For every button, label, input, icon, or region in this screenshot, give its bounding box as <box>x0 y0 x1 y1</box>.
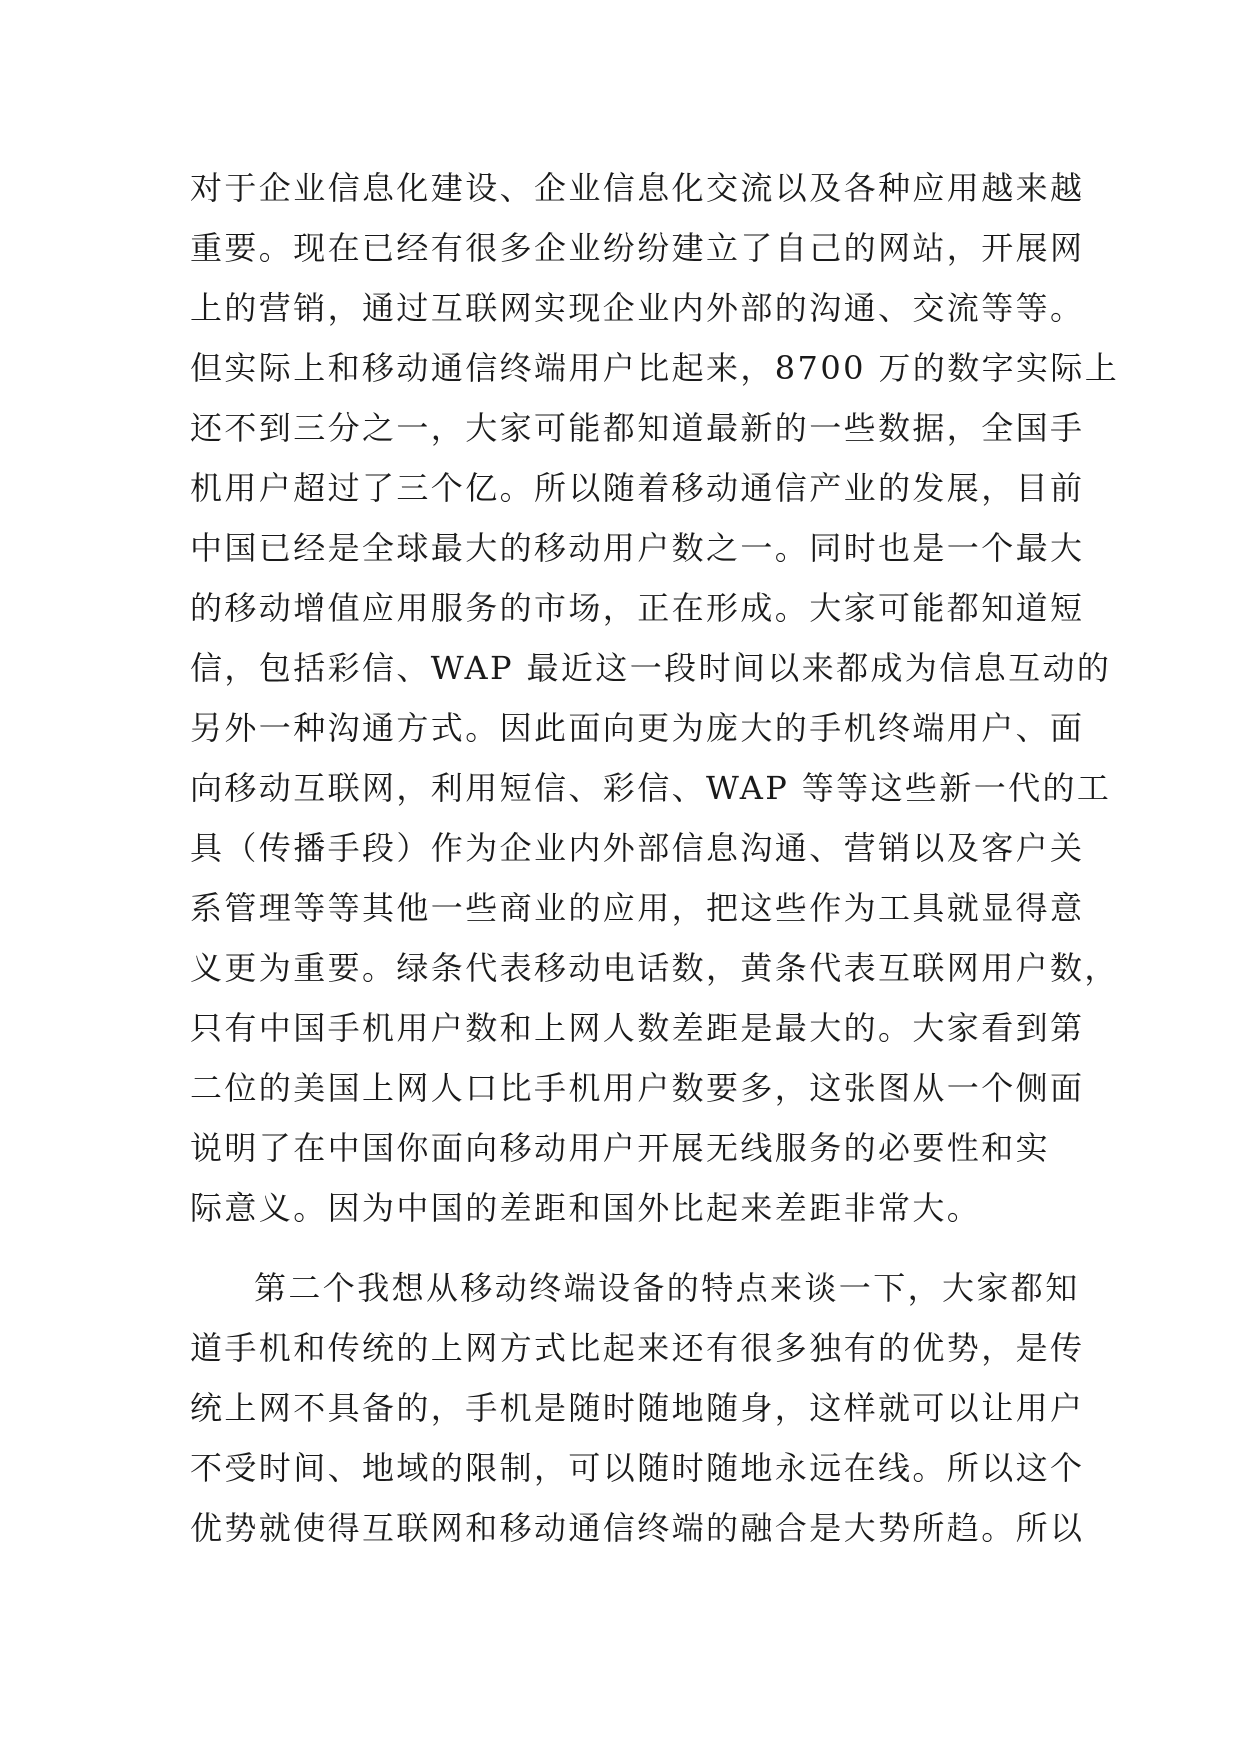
paragraph-line: 机用户超过了三个亿。所以随着移动通信产业的发展，目前 <box>190 469 1085 507</box>
paragraph-line: 第二个我想从移动终端设备的特点来谈一下，大家都知 <box>254 1269 1080 1307</box>
paragraph-line: 具（传播手段）作为企业内外部信息沟通、营销以及客户关 <box>190 829 1085 867</box>
paragraph-line: 道手机和传统的上网方式比起来还有很多独有的优势，是传 <box>190 1329 1085 1367</box>
paragraph-line: 优势就使得互联网和移动通信终端的融合是大势所趋。所以 <box>190 1509 1085 1547</box>
paragraph-line: 向移动互联网，利用短信、彩信、WAP 等等这些新一代的工 <box>190 769 1112 807</box>
paragraph-line: 信，包括彩信、WAP 最近这一段时间以来都成为信息互动的 <box>190 649 1112 687</box>
paragraph-1 <box>190 158 1120 1238</box>
paragraph-line: 际意义。因为中国的差距和国外比起来差距非常大。 <box>190 1189 982 1227</box>
paragraph-line: 二位的美国上网人口比手机用户数要多，这张图从一个侧面 <box>190 1069 1085 1107</box>
paragraph-line: 另外一种沟通方式。因此面向更为庞大的手机终端用户、面 <box>190 709 1085 747</box>
paragraph-line: 重要。现在已经有很多企业纷纷建立了自己的网站，开展网 <box>190 229 1085 267</box>
paragraph-line: 不受时间、地域的限制，可以随时随地永远在线。所以这个 <box>190 1449 1085 1487</box>
paragraph-line: 上的营销，通过互联网实现企业内外部的沟通、交流等等。 <box>190 289 1085 327</box>
paragraph-line: 统上网不具备的，手机是随时随地随身，这样就可以让用户 <box>190 1389 1085 1427</box>
paragraph-line: 只有中国手机用户数和上网人数差距是最大的。大家看到第 <box>190 1009 1085 1047</box>
paragraph-line: 义更为重要。绿条代表移动电话数，黄条代表互联网用户数， <box>190 949 1119 987</box>
paragraph-line: 系管理等等其他一些商业的应用，把这些作为工具就显得意 <box>190 889 1085 927</box>
paragraph-line: 但实际上和移动通信终端用户比起来，8700 万的数字实际上 <box>190 349 1120 387</box>
paragraph-line: 中国已经是全球最大的移动用户数之一。同时也是一个最大 <box>190 529 1085 567</box>
paragraph-line: 的移动增值应用服务的市场，正在形成。大家可能都知道短 <box>190 589 1085 627</box>
paragraph-line: 还不到三分之一，大家可能都知道最新的一些数据，全国手 <box>190 409 1085 447</box>
paragraph-2 <box>190 1258 1085 1558</box>
paragraph-line: 对于企业信息化建设、企业信息化交流以及各种应用越来越 <box>190 169 1085 207</box>
paragraph-line: 说明了在中国你面向移动用户开展无线服务的必要性和实 <box>190 1129 1051 1167</box>
